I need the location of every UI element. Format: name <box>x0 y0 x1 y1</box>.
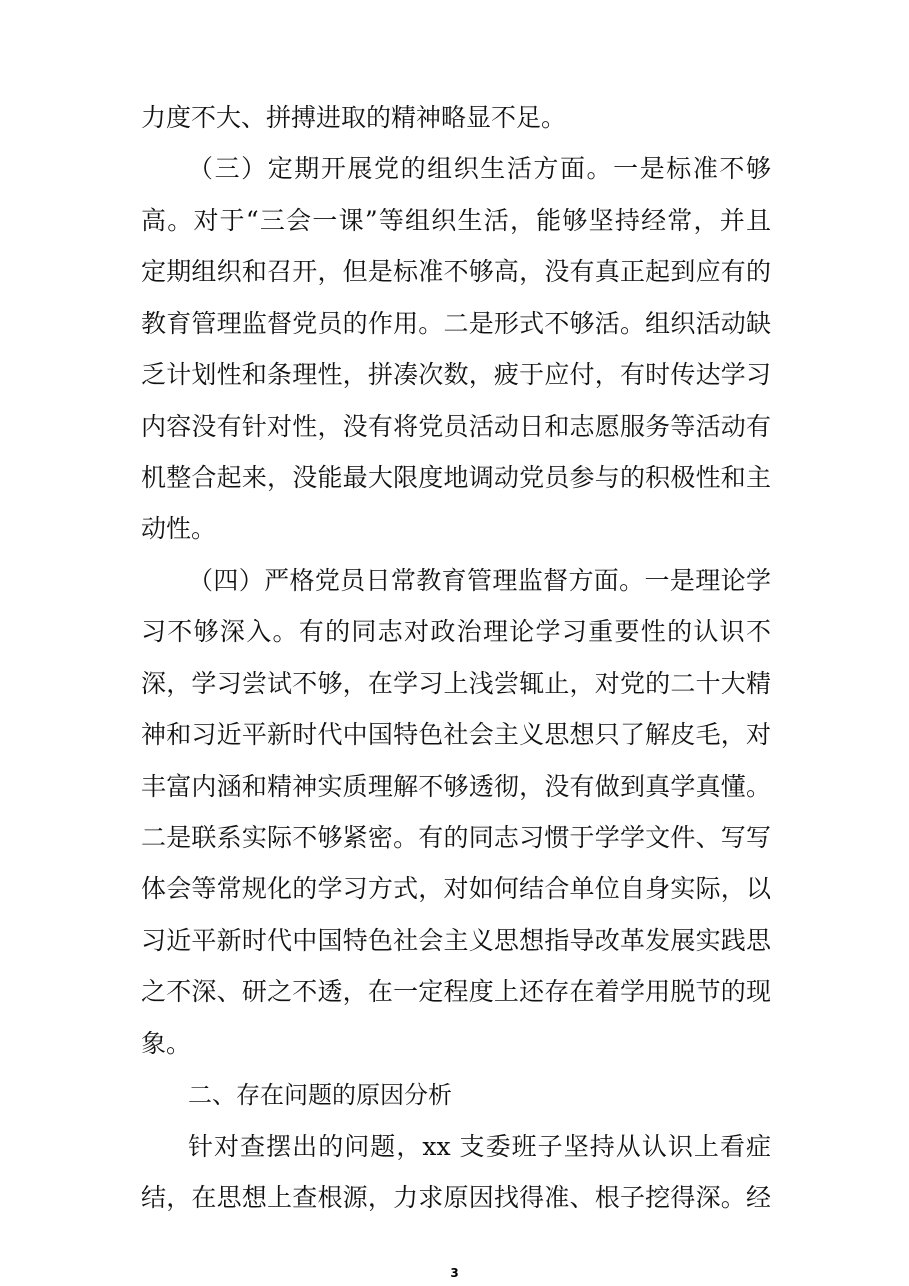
text-line: 深，学习尝试不够，在学习上浅尝辄止，对党的二十大精 <box>141 669 771 698</box>
text-line: 习近平新时代中国特色社会主义思想指导改革发展实践思 <box>141 926 771 955</box>
text-line: 内容没有针对性，没有将党员活动日和志愿服务等活动有 <box>141 412 771 441</box>
text-line: （四）严格党员日常教育管理监督方面。一是理论学 <box>188 566 771 595</box>
text-line: 象。 <box>141 1029 192 1058</box>
text-line: 习不够深入。有的同志对政治理论学习重要性的认识不 <box>141 617 771 646</box>
text-line: 结，在思想上查根源，力求原因找得准、根子挖得深。经 <box>141 1183 771 1212</box>
text-line: 体会等常规化的学习方式，对如何结合单位自身实际，以 <box>141 874 771 903</box>
section-heading: 二、存在问题的原因分析 <box>188 1081 452 1109</box>
text-line: 教育管理监督党员的作用。二是形式不够活。组织活动缺 <box>141 309 771 338</box>
text-line: 二是联系实际不够紧密。有的同志习惯于学学文件、写写 <box>141 823 771 852</box>
text-line: 定期组织和召开，但是标准不够高，没有真正起到应有的 <box>141 257 771 286</box>
text-line: 高。对于“三会一课”等组织生活，能够坚持经常，并且 <box>141 206 771 235</box>
text-line: 机整合起来，没能最大限度地调动党员参与的积极性和主 <box>141 463 771 492</box>
text-line: 丰富内涵和精神实质理解不够透彻，没有做到真学真懂。 <box>141 772 771 801</box>
text-line: （三）定期开展党的组织生活方面。一是标准不够 <box>188 154 771 183</box>
text-line: 神和习近平新时代中国特色社会主义思想只了解皮毛，对 <box>141 720 771 749</box>
text-line: 针对查摆出的问题，xx 支委班子坚持从认识上看症 <box>188 1132 771 1161</box>
text-line: 之不深、研之不透，在一定程度上还存在着学用脱节的现 <box>141 977 771 1006</box>
text-line: 动性。 <box>141 514 217 543</box>
page-number: 3 <box>450 1266 459 1280</box>
text-line: 力度不大、拼搏进取的精神略显不足。 <box>141 103 567 132</box>
text-line: 乏计划性和条理性，拼凑次数，疲于应付，有时传达学习 <box>141 360 771 389</box>
